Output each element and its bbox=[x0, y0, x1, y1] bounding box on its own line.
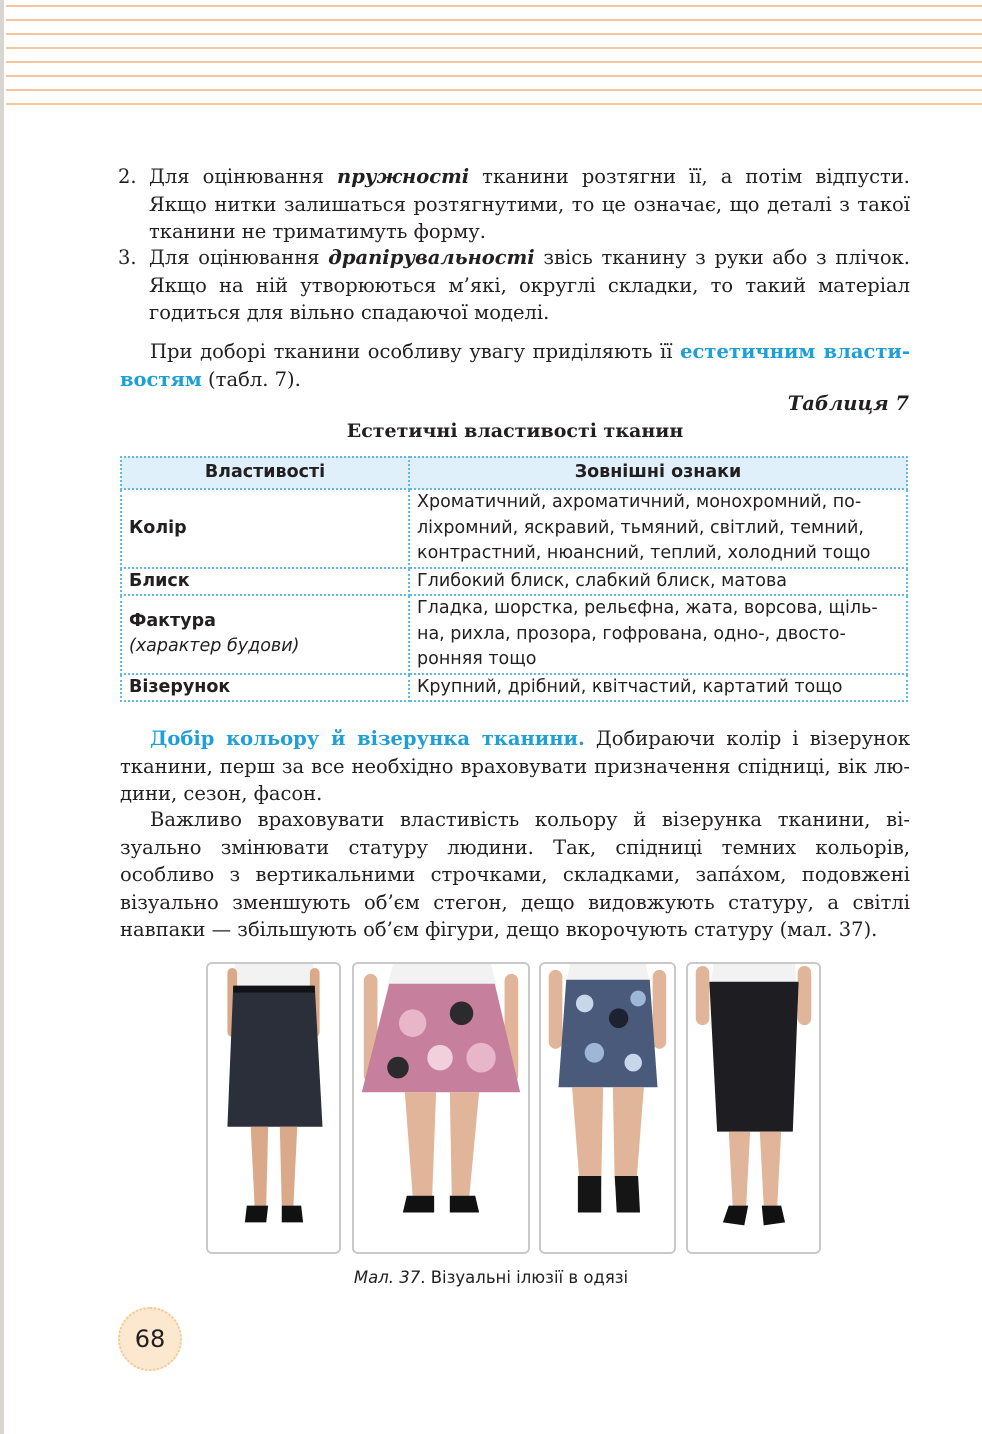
features-cell: Глибокий блиск, слабкий блиск, матова bbox=[409, 568, 907, 596]
photo-pink-floral-skirt bbox=[352, 962, 530, 1254]
section-paragraph-2: Важливо враховувати властивість кольору й візерунка тканини, візуально змінювати статуру людини. Так, спідниці темних кольорів, особливо з вертикальними строчками, складками, запа́хом, подовжені візуально зменшують об’єм стегон, дещо видовжують статуру, а світлі навпаки — збільшують об’єм фігури, дещо вкорочують статуру (мал. 37). bbox=[120, 808, 910, 941]
aesthetic-properties-link: естетичним властивостям bbox=[120, 340, 910, 391]
table-title: Естетичні властивості тканин bbox=[346, 420, 684, 442]
table-row bbox=[121, 674, 907, 702]
property-cell: Фактура (характер будови) bbox=[121, 595, 409, 674]
table-row bbox=[121, 489, 907, 568]
photo-black-pencil-skirt bbox=[686, 962, 821, 1254]
list-item-3: 3. Для оцінювання драпірувальності звісь тканину з руки або з плічок. Якщо на ній утворюються м’які, округлі складки, то такий матеріал годиться для вільно спадаючої моделі. bbox=[118, 246, 910, 324]
table-header-row bbox=[121, 457, 907, 489]
decorative-lines bbox=[0, 0, 982, 115]
features-cell: Крупний, дрібний, квітчастий, картатий тощо bbox=[409, 674, 907, 702]
section-paragraph-1: Добір кольору й візерунка тканини. Добираючи колір і візерунок тканини, перш за все необхідно враховувати призначення спідниці, вік людини, сезон, фасон. bbox=[120, 727, 911, 805]
aesthetic-properties-table bbox=[120, 456, 908, 702]
features-cell: Гладка, шорстка, рельєфна, жата, ворсова, щільна, рихла, прозора, гофрована, одно-, двосторонняя тощо bbox=[409, 595, 907, 674]
photo-blue-floral-skirt bbox=[539, 962, 676, 1254]
table-label: Таблиця 7 bbox=[787, 392, 909, 415]
list-item-2: 2. Для оцінювання пружності тканини розтягни її, а потім відпусти. Якщо нитки залишаться розтягнутими, то це означає, що деталі з такої тканини не триматимуть форму. bbox=[118, 165, 910, 243]
term-elasticity: пружності bbox=[337, 165, 470, 188]
page-number: 68 bbox=[134, 1325, 166, 1353]
figure-caption: Мал. 37. Візуальні ілюзії в одязі bbox=[353, 1268, 629, 1287]
table-row bbox=[121, 568, 907, 596]
figure-photos bbox=[0, 962, 982, 1258]
photo-dark-pencil-skirt bbox=[206, 962, 341, 1254]
intro-paragraph: При доборі тканини особливу увагу приділяють її естетичним властивостям (табл. 7). bbox=[120, 340, 910, 391]
header-features: Зовнішні ознаки bbox=[409, 457, 907, 489]
header-properties: Властивості bbox=[121, 457, 409, 489]
page-number-badge bbox=[118, 1307, 182, 1371]
property-cell: Колір bbox=[121, 489, 409, 568]
property-cell: Блиск bbox=[121, 568, 409, 596]
property-note: (характер будови) bbox=[129, 636, 300, 657]
section-heading: Добір кольору й візерунка тканини. bbox=[150, 727, 585, 750]
property-cell: Візерунок bbox=[121, 674, 409, 702]
table-row bbox=[121, 595, 907, 674]
features-cell: Хроматичний, ахроматичний, монохромний, поліхромний, яскравий, тьмяний, світлий, темний, контрастний, нюансний, теплий, холодний тощо bbox=[409, 489, 907, 568]
term-drapability: драпірувальності bbox=[328, 246, 535, 269]
